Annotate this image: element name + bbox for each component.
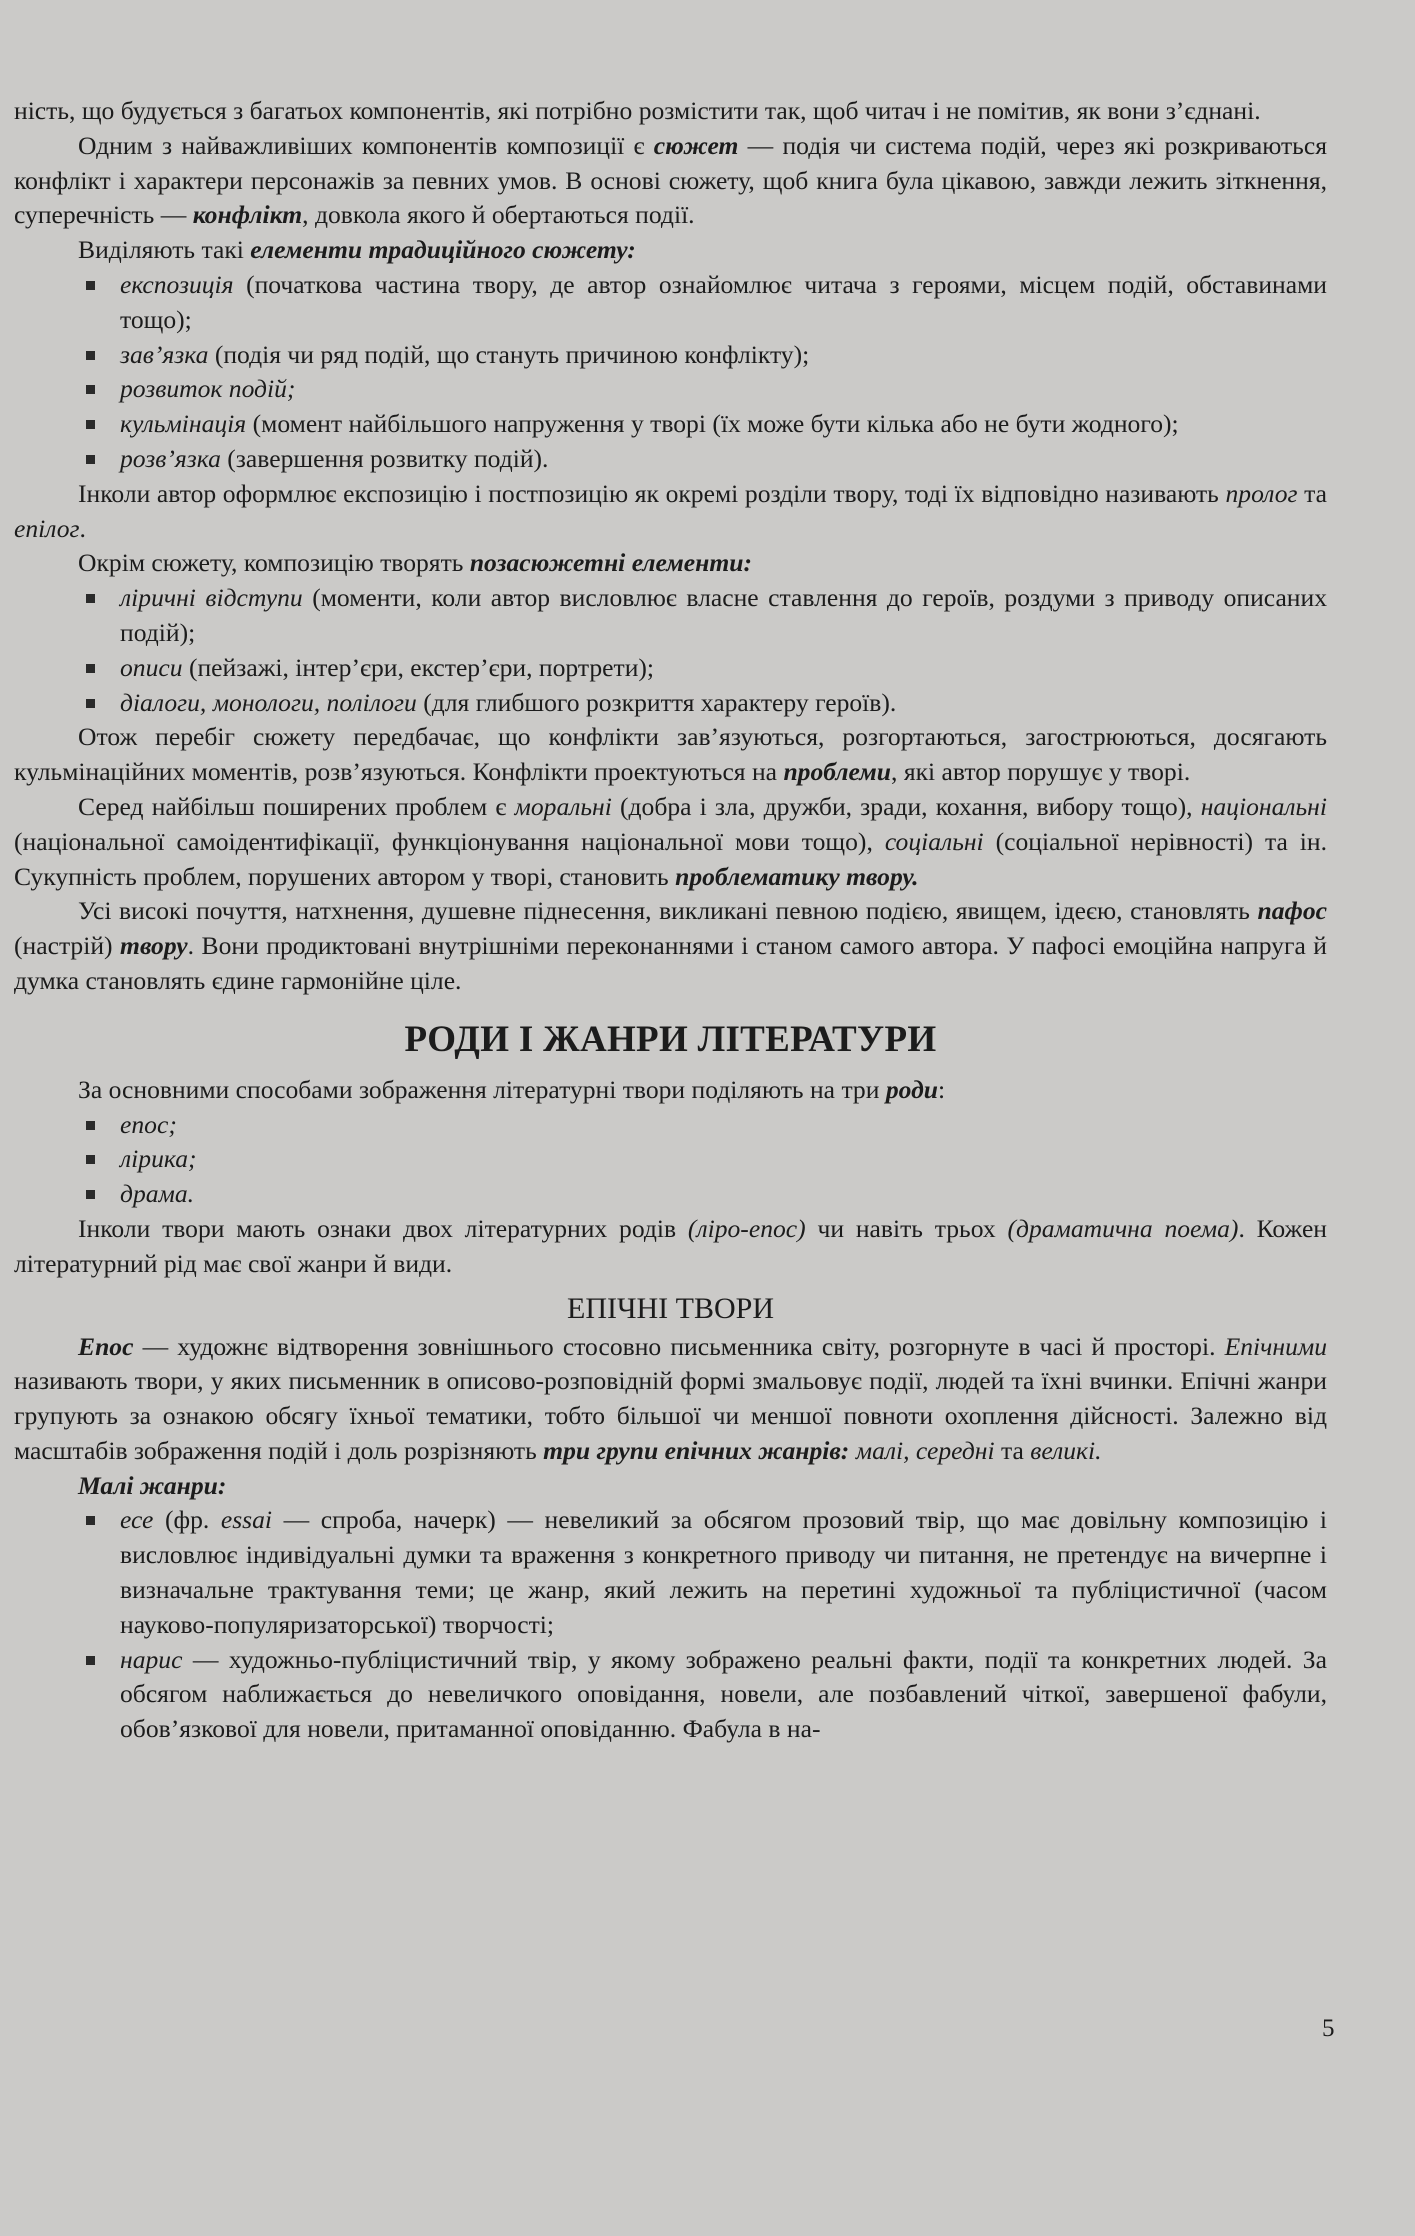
list-item: діалоги, монологи, полілоги (для глибшого розкриття характеру героїв). — [120, 686, 1327, 721]
bullet-icon — [86, 1656, 95, 1665]
paragraph: За основними способами зображення літературні твори поділяють на три роди: — [78, 1074, 946, 1104]
bullet-icon — [86, 1155, 95, 1164]
list-item: лірика; — [120, 1142, 1327, 1177]
term-konflikt: конфлікт — [192, 200, 303, 230]
list-item: зав’язка (подія чи ряд подій, що стануть причиною конфлікту); — [120, 338, 1327, 373]
list-item: нарис — художньо-публіцистичний твір, у якому зображено реальні факти, події та конкретних людей. За обсягом наближається до невеличкого оповідання, новели, але позбавлений чіткої, завершеної фабули, обов’язкової для новели, притаманної оповіданню. Фабула в на- — [120, 1643, 1327, 1747]
bullet-icon — [86, 351, 95, 360]
list-item: кульмінація (момент найбільшого напруження у творі (їх може бути кілька або не бути жодного); — [120, 407, 1327, 442]
paragraph: Інколи автор оформлює експозицію і постпозицію як окремі розділи твору, тоді їх відповідно називають пролог та епілог. — [14, 478, 1327, 543]
bullet-icon — [86, 385, 95, 394]
paragraph: Отож перебіг сюжету передбачає, що конфлікти зав’язуються, розгортаються, загострюються, досягають кульмінаційних моментів, розв’язуються. Конфлікти проектуються на проблеми, які автор порушує у творі. — [14, 722, 1327, 787]
page-number: 5 — [1322, 2015, 1335, 2042]
list-item: розвиток подій; — [120, 372, 1327, 407]
term-plot-elements: елементи традиційного сюжету: — [250, 235, 636, 265]
list-item: експозиція (початкова частина твору, де автор ознайомлює читача з героями, місцем подій, обставинами тощо); — [120, 268, 1327, 338]
paragraph: Серед найбільш поширених проблем є моральні (добра і зла, дружби, зради, кохання, вибору тощо), національні (національної самоідентифікації, функціонування національної мови тощо), соціальні (соціальної нерівності) та ін. Сукупність проблем, порушених автором у творі, становить проблематику твору. — [14, 791, 1327, 891]
paragraph: ність, що будується з багатьох компонентів, які потрібно розмістити так, щоб читач і не помітив, як вони з’єднані. — [14, 96, 1261, 125]
paragraph: Епос — художнє відтворення зовнішнього стосовно письменника світу, розгорнуте в часі й просторі. Епічними називають твори, у яких письменник в описово-розповідній формі змальовує події, людей та їхні вчинки. Епічні жанри групують за ознакою обсягу їхньої тематики, тобто більшої чи меншої повноти охоплення дійсності. Залежно від масштабів зображення подій і доль розрізняють три групи епічних жанрів: малі, середні та великі. — [14, 1331, 1327, 1465]
bullet-icon — [86, 1121, 95, 1130]
list-item: есе (фр. essai — спроба, начерк) — невеликий за обсягом прозовий твір, що має довільну композицію і висловлює індивідуальні думки та враження з конкретного приводу чи питання, не претендує на вичерпне і визначальне трактування теми; це жанр, який лежить на перетині художньої та публіцистичної (часом науково-популяризаторської) творчості; — [120, 1503, 1327, 1642]
extra-plot-elements-list — [14, 581, 1327, 720]
paragraph: Окрім сюжету, композицію творять позасюжетні елементи: — [78, 548, 753, 578]
bullet-icon — [86, 420, 95, 429]
plot-elements-list — [14, 268, 1327, 477]
paragraph: Виділяють такі елементи традиційного сюжету: — [78, 235, 636, 265]
bullet-icon — [86, 699, 95, 708]
list-item: епос; — [120, 1108, 1327, 1143]
paragraph: Малі жанри: — [78, 1470, 227, 1500]
paragraph: Усі високі почуття, натхнення, душевне піднесення, викликані певною подією, явищем, ідеєю, становлять пафос (настрій) твору. Вони продиктовані внутрішніми переконаннями і станом самого автора. У пафосі емоційна напруга й думка становлять єдине гармонійне ціле. — [14, 896, 1327, 995]
bullet-icon — [86, 1190, 95, 1199]
paragraph: Одним з найважливіших компонентів композиції є сюжет — подія чи система подій, через які розкриваються конфлікт і характери персонажів за певних умов. В основі сюжету, щоб книга була цікавою, завжди лежить зіткнення, суперечність — конфлікт, довкола якого й обертаються події. — [14, 130, 1327, 230]
term-syuzhet: сюжет — [653, 130, 739, 160]
list-item: драма. — [120, 1177, 1327, 1212]
paragraph: Інколи твори мають ознаки двох літературних родів (ліро-епос) чи навіть трьох (драматична поема). Кожен літературний рід має свої жанри й види. — [14, 1213, 1327, 1278]
list-item: описи (пейзажі, інтер’єри, екстер’єри, портрети); — [120, 651, 1327, 686]
bullet-icon — [86, 281, 95, 290]
term-extra-plot-elements: позасюжетні елементи: — [469, 548, 753, 578]
list-item: ліричні відступи (моменти, коли автор висловлює власне ставлення до героїв, роздуми з приводу описаних подій); — [120, 581, 1327, 651]
literary-kinds-list — [14, 1108, 1327, 1212]
bullet-icon — [86, 594, 95, 603]
bullet-icon — [86, 455, 95, 464]
section-heading: РОДИ І ЖАНРИ ЛІТЕРАТУРИ — [404, 1018, 937, 1060]
small-genres-list — [14, 1503, 1327, 1747]
subsection-heading: ЕПІЧНІ ТВОРИ — [567, 1291, 774, 1325]
bullet-icon — [86, 1516, 95, 1525]
list-item: розв’язка (завершення розвитку подій). — [120, 442, 1327, 477]
bullet-icon — [86, 664, 95, 673]
